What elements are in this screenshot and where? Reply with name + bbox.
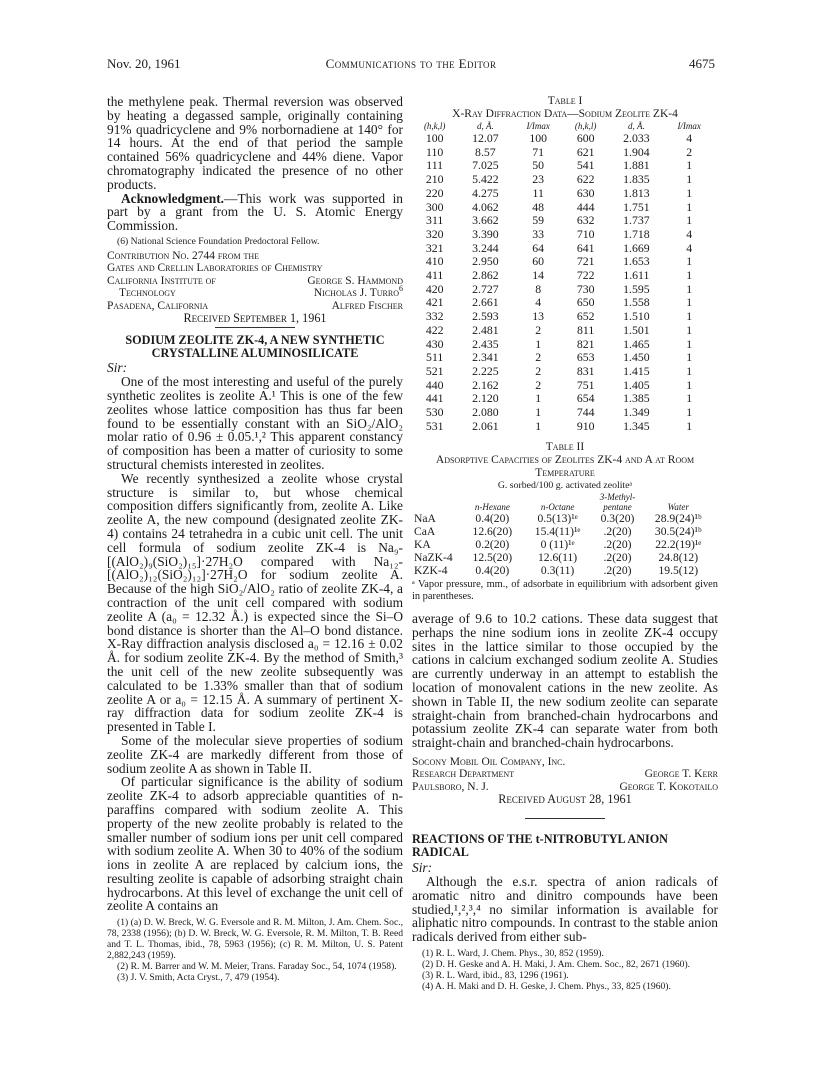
table-cell: 0.3(11)	[540, 564, 575, 578]
table-cell: 411	[426, 268, 444, 283]
table-row	[414, 538, 714, 551]
paragraph-1: One of the most interesting and useful of the purely synthetic zeolites is zeolite A.¹ This is one of the few zeolites whose lattice composition has thus far been found to be essentially constant with an SiO₂/AlO₂ molar ratio of 0.96 ± 0.05.¹,² This apparent constancy of composition has been a matter of curiosity to some structural chemists interested in zeolites.	[107, 374, 403, 472]
table-cell: 1.751	[623, 199, 650, 214]
paragraph-4: Of particular significance is the ability of sodium zeolite ZK-4 to adsorb appreciable quantities of n-paraffins compared with sodium zeolite A. This property of the new zeolite probably is related to the smaller number of sodium ions per unit cell compared with sodium zeolite A. When 30 to 40% of the sodium ions in zeolite A are replaced by calcium ions, the resulting zeolite is capable of adsorbing straight chain hydrocarbons. At this level of exchange the unit cell of zeolite A contains an	[107, 774, 403, 914]
footnotes-right	[412, 948, 718, 992]
table-cell: 531	[425, 418, 444, 433]
table-cell: 1.881	[623, 158, 650, 173]
table-cell: 2.593	[472, 309, 499, 324]
table-cell: 1.813	[623, 185, 650, 200]
table-cell: 410	[425, 254, 444, 269]
table-cell: 24.8(12)	[658, 551, 699, 565]
table-cell: 1	[686, 158, 693, 173]
table-cell: 100	[529, 131, 548, 145]
table-cell: 311	[426, 213, 444, 228]
table-cell: 1.385	[623, 391, 650, 406]
table-cell: 1.450	[623, 350, 650, 365]
table-cell: 2	[686, 144, 693, 159]
table-cell: 2.225	[472, 363, 499, 378]
footnote-r2: (2) D. H. Geske and A. H. Maki, J. Am. Chem. Soc., 82, 2671 (1960).	[422, 959, 691, 971]
table-cell: 4	[535, 295, 542, 310]
table-row	[412, 283, 714, 297]
table-cell: .2(20)	[603, 564, 632, 578]
table-cell: 14	[532, 268, 545, 283]
table-cell: 1	[686, 391, 693, 406]
table-cell: 1.510	[623, 309, 650, 324]
table-row	[412, 173, 714, 187]
table-cell: 541	[576, 158, 595, 173]
table-cell: 511	[426, 350, 444, 365]
table-cell: 8.57	[475, 144, 496, 159]
table-cell: 321	[425, 240, 444, 255]
table-cell: 530	[425, 405, 444, 420]
table-row	[414, 551, 714, 564]
table-2-note: ᵃ Vapor pressure, mm., of adsorbate in equilibrium with adsorbent given in parentheses.	[412, 579, 718, 603]
table-row	[412, 324, 714, 338]
table-cell: 332	[425, 309, 444, 324]
table-cell: 1	[686, 199, 693, 214]
author-fischer: Alfred Fischer	[331, 299, 403, 312]
table-cell: 13	[532, 309, 545, 324]
table-row	[412, 146, 714, 160]
table-cell: 1	[686, 172, 693, 187]
table-row	[412, 187, 714, 201]
table-cell: 1.653	[623, 254, 650, 269]
table-row	[412, 255, 714, 269]
running-header	[107, 56, 715, 76]
table-cell: 8	[535, 281, 542, 296]
table-cell: 71	[532, 144, 545, 159]
table-cell: 441	[425, 391, 444, 406]
table-2-caption: Adsorptive Capacities of Zeolites ZK-4 and A at Room Temperature	[435, 454, 695, 480]
table-cell: KA	[414, 538, 431, 552]
table-cell: 2.061	[472, 418, 499, 433]
table-cell: 22.2(19)¹ᵉ	[655, 538, 702, 552]
institution-line-2: Technology	[119, 287, 176, 300]
acknowledgment-label: Acknowledgment.	[121, 190, 225, 206]
table-cell: 48	[532, 199, 545, 214]
table-cell: 1	[686, 418, 693, 433]
table-row	[414, 564, 714, 577]
salutation-2: Sir:	[412, 860, 433, 876]
table-cell: 440	[425, 377, 444, 392]
acknowledgment-text: —This work was supported in part by a grant from the U. S. Atomic Energy Commission.	[107, 190, 403, 234]
table-cell: 100	[425, 131, 444, 145]
table-cell: 64	[532, 240, 545, 255]
table-cell: 420	[425, 281, 444, 296]
table-row	[412, 351, 714, 365]
table-1	[412, 121, 714, 433]
table-cell: KZK-4	[414, 564, 448, 578]
table-cell: 744	[576, 405, 595, 420]
table-row	[412, 310, 714, 324]
table-cell: 521	[425, 363, 444, 378]
table-cell: 1	[686, 295, 693, 310]
table-cell: 652	[576, 309, 595, 324]
table-cell: 2	[535, 350, 542, 365]
table-row	[412, 269, 714, 283]
table-cell: 300	[425, 199, 444, 214]
table-row	[412, 132, 714, 146]
footnote-1: (1) (a) D. W. Breck, W. G. Eversole and R. M. Milton, J. Am. Chem. Soc., 78, 2338 (1956); (b) D. W. Breck, W. G. Eversole, R. M. Milton, T. B. Reed and T. L. Thomas, ibid., 78, 5963 (1956); (c) R. M. Milton, U. S. Patent 2,882,243 (1959).	[107, 917, 403, 962]
table-cell: 2.341	[472, 350, 499, 365]
table-row	[414, 512, 714, 525]
paragraph-2: We recently synthesized a zeolite whose crystal structure is similar to, but whose chemical composition differs significantly from, zeolite A. Like zeolite A, the new compound (designated zeolite ZK-4) contains 24 tetrahedra in a cubic unit cell. The unit cell formula of sodium zeolite ZK-4 is Na₉-[(AlO₂)₉(SiO₂)₁₅]·27H₂O compared with Na₁₂-[(AlO₂)₁₂(SiO₂)₁₂]·27H₂O for sodium zeolite A. Because of the high SiO₂/AlO₂ ratio of zeolite ZK-4, a contraction of the unit cell compared with sodium zeolite A (a₀ = 12.32 Å.) is expected since the Si–O bond distance is shorter than the Al–O bond distance. X-Ray diffraction analysis disclosed a₀ = 12.16 ± 0.02 Å. for sodium zeolite ZK-4. By the method of Smith,³ the unit cell of the new zeolite subsequently was calculated to be 1.33% smaller than that of sodium zeolite A or a₀ = 12.15 Å. A summary of pertinent X-ray diffraction data for sodium zeolite ZK-4 is presented in Table I.	[107, 470, 403, 735]
table-cell: 710	[576, 226, 595, 241]
table-cell: 1	[686, 377, 693, 392]
table-cell: 650	[576, 295, 595, 310]
table-cell: 320	[425, 226, 444, 241]
table-2-subcaption: G. sorbed/100 g. activated zeoliteᵃ	[497, 480, 633, 492]
table-cell: 422	[425, 322, 444, 337]
table-cell: 11	[532, 185, 544, 200]
table-row	[412, 159, 714, 173]
table-cell: 2.162	[472, 377, 499, 392]
table-cell: 1.718	[623, 226, 650, 241]
affiliation-block	[107, 250, 403, 324]
table-cell: 1.611	[623, 268, 650, 283]
table-cell: 0.4(20)	[475, 512, 510, 526]
header-section: Communications to the Editor	[325, 56, 497, 71]
article-title-2: REACTIONS OF THE t-NITROBUTYL ANION RADICAL	[412, 831, 668, 860]
table-cell: .2(20)	[603, 551, 632, 565]
table-cell: 1.415	[623, 363, 650, 378]
right-column	[412, 95, 718, 992]
department-name: Research Department	[412, 768, 515, 781]
table-cell: 59	[532, 213, 545, 228]
table-cell: 1.345	[623, 418, 650, 433]
article-title: SODIUM ZEOLITE ZK-4, A NEW SYNTHETIC CRYSTALLINE ALUMINOSILICATE	[125, 333, 385, 361]
paragraph-continued: the methylene peak. Thermal reversion was observed by heating a degassed sample, originally containing 91% quadricyclene and 9% norbornadiene at 140° for 14 hours. At the end of that period the sample contained 56% quadricyclene and 44% diene. Vapor chromatography indicated the presence of no other products.	[107, 94, 403, 192]
section-divider-2	[525, 818, 605, 819]
table-cell: 12.5(20)	[472, 551, 513, 565]
table-1-body	[412, 132, 714, 433]
table-cell: 1.501	[623, 322, 650, 337]
table-cell: 12.6(11)	[537, 551, 578, 565]
table-cell: 1	[686, 185, 693, 200]
table-row	[412, 420, 714, 434]
paragraph-right-last: Although the e.s.r. spectra of anion radicals of aromatic nitro and dinitro compounds have been studied,¹,²,³,⁴ no similar information is available for aliphatic nitro compounds. In contrast to the stable anion radicals derived from either sub-	[412, 874, 718, 945]
table-row	[414, 525, 714, 538]
table-cell: 4	[686, 240, 693, 255]
table-1-caption: X-Ray Diffraction Data—Sodium Zeolite ZK-4	[452, 108, 678, 120]
footnote-2: (2) R. M. Barrer and W. M. Meier, Trans. Faraday Soc., 54, 1074 (1958).	[117, 961, 397, 973]
table-cell: 15.4(11)¹ᵉ	[534, 525, 581, 539]
page-number: 4675	[689, 56, 715, 71]
column-header: d, Å.	[477, 121, 494, 131]
company-block	[412, 756, 718, 806]
left-column	[107, 95, 403, 983]
column-header: (h,k,l)	[574, 121, 597, 131]
column-header	[414, 492, 462, 512]
table-cell: 4	[686, 226, 693, 241]
table-cell: 1	[686, 363, 693, 378]
table-cell: 30.5(24)¹ᵇ	[654, 525, 702, 539]
footnote-r4: (4) A. H. Maki and D. H. Geske, J. Chem. Phys., 33, 825 (1960).	[422, 981, 671, 993]
table-cell: 5.422	[472, 172, 499, 187]
table-cell: .2(20)	[603, 538, 632, 552]
table-cell: 1.558	[623, 295, 650, 310]
author-turro: Nicholas J. Turro$^6$	[313, 284, 403, 300]
table-2-body	[414, 512, 714, 577]
table-cell: 2.727	[472, 281, 499, 296]
table-cell: 1	[686, 405, 693, 420]
table-cell: 1.835	[623, 172, 650, 187]
table-header-row	[412, 121, 714, 132]
table-cell: 2.033	[623, 131, 650, 145]
acknowledgment	[107, 192, 403, 233]
table-cell: 1	[686, 254, 693, 269]
table-cell: 2.862	[472, 268, 499, 283]
table-cell: 421	[425, 295, 444, 310]
column-header: d, Å.	[627, 121, 645, 131]
table-cell: 730	[576, 281, 595, 296]
table-cell: 210	[425, 172, 444, 187]
table-cell: 4.062	[472, 199, 499, 214]
table-cell: .2(20)	[603, 525, 632, 539]
table-row	[412, 406, 714, 420]
table-cell: 2	[535, 322, 542, 337]
table-cell: 721	[576, 254, 595, 269]
table-2-label: Table II	[545, 441, 585, 454]
table-cell: 12.6(20)	[472, 525, 513, 539]
table-cell: 722	[576, 268, 595, 283]
table-cell: 28.9(24)¹ᵇ	[654, 512, 702, 526]
table-cell: 910	[576, 418, 595, 433]
table-cell: 2.661	[472, 295, 499, 310]
table-cell: 1.737	[623, 213, 650, 228]
column-header: (h,k,l)	[423, 121, 446, 131]
table-cell: 641	[576, 240, 595, 255]
table-cell: 2.080	[472, 405, 499, 420]
table-cell: 1	[686, 322, 693, 337]
table-cell: NaZK-4	[414, 551, 453, 565]
table-cell: 1.349	[623, 405, 650, 420]
column-header: n-Hexane	[474, 502, 510, 513]
table-cell: 4.275	[472, 185, 499, 200]
footnote-r1: (1) R. L. Ward, J. Chem. Phys., 30, 852 (1959).	[422, 948, 604, 960]
table-cell: 0.2(20)	[475, 538, 510, 552]
table-cell: 33	[532, 226, 545, 241]
author-hammond: George S. Hammond	[307, 274, 403, 287]
paragraph-continued-right: average of 9.6 to 10.2 cations. These data suggest that perhaps the nine sodium ions in zeolite ZK-4 occupy sites in the lattice similar to those occupied by the cations in calcium exchanged sodium zeolite A. Studies are currently underway in an attempt to establish the location of monovalent cations in the new zeolite. As shown in Table II, the new sodium zeolite can separate straight-chain from branched-chain hydrocarbons and potassium zeolite ZK-4 can separate water from both straight-chain and branched-chain hydrocarbons.	[412, 611, 718, 751]
company-name: Socony Mobil Oil Company, Inc.	[412, 756, 566, 769]
table-cell: 2.481	[472, 322, 499, 337]
table-row	[412, 228, 714, 242]
table-cell: 110	[426, 144, 444, 159]
table-cell: 1.669	[623, 240, 650, 255]
table-cell: 811	[577, 322, 595, 337]
header-date: Nov. 20, 1961	[107, 56, 181, 71]
received-date: Received September 1, 1961	[183, 311, 327, 325]
table-cell: 0 (11)¹ᵉ	[540, 538, 575, 552]
table-cell: 23	[532, 172, 545, 187]
table-cell: 1	[535, 405, 542, 420]
table-cell: 600	[576, 131, 595, 145]
column-header: Water	[667, 502, 689, 513]
table-cell: 0.4(20)	[475, 564, 510, 578]
table-cell: 60	[532, 254, 545, 269]
table-cell: 430	[425, 336, 444, 351]
table-cell: 1	[686, 281, 693, 296]
table-cell: 444	[576, 199, 595, 214]
table-row	[412, 296, 714, 310]
table-cell: 0.3(20)	[600, 512, 635, 526]
table-cell: 19.5(12)	[658, 564, 699, 578]
table-cell: 1.465	[623, 336, 650, 351]
table-cell: 3.390	[472, 226, 499, 241]
table-row	[412, 379, 714, 393]
column-header: I/Imax	[526, 121, 550, 131]
table-cell: 2	[535, 363, 542, 378]
table-cell: 0.5(13)¹ᵉ	[537, 512, 578, 526]
table-cell: 1.405	[623, 377, 650, 392]
table-cell: 632	[576, 213, 595, 228]
company-city: Paulsboro, N. J.	[412, 780, 489, 793]
table-cell: 2.435	[472, 336, 499, 351]
received-date-2: Received August 28, 1961	[498, 792, 632, 807]
table-row	[412, 201, 714, 215]
table-2	[414, 492, 714, 577]
contribution-number: Contribution No. 2744 from the	[107, 249, 260, 262]
table-cell: 621	[576, 144, 595, 159]
salutation: Sir:	[107, 360, 128, 376]
table-cell: 12.07	[472, 131, 499, 145]
table-row	[412, 392, 714, 406]
table-cell: 1.595	[623, 281, 650, 296]
table-cell: 654	[576, 391, 595, 406]
table-cell: 1	[535, 336, 542, 351]
column-header: 3-Methyl-pentane	[599, 492, 636, 513]
table-cell: NaA	[414, 512, 436, 526]
table-cell: 622	[576, 172, 595, 187]
table-row	[412, 214, 714, 228]
table-row	[412, 365, 714, 379]
table-cell: 1.904	[623, 144, 650, 159]
table-cell: 4	[686, 131, 693, 145]
footnote-r3: (3) R. L. Ward, ibid., 83, 1296 (1961).	[422, 970, 569, 982]
table-cell: 50	[532, 158, 545, 173]
table-row	[412, 338, 714, 352]
table-cell: 2	[535, 377, 542, 392]
footnote-6: (6) National Science Foundation Predoctoral Fellow.	[117, 235, 320, 247]
table-cell: 3.244	[472, 240, 499, 255]
author-kerr: George T. Kerr	[644, 768, 718, 781]
institution-line-1: California Institute of	[107, 274, 216, 287]
table-cell: 1	[686, 213, 693, 228]
table-cell: 751	[576, 377, 595, 392]
section-divider	[215, 327, 295, 328]
table-cell: 3.662	[472, 213, 499, 228]
table-cell: 1	[535, 391, 542, 406]
paragraph-3: Some of the molecular sieve properties of sodium zeolite ZK-4 are markedly different from those of sodium zeolite A as shown in Table II.	[107, 732, 403, 776]
laboratory-name: Gates and Crellin Laboratories of Chemistry	[107, 262, 323, 275]
table-cell: 1	[686, 350, 693, 365]
table-cell: 2.950	[472, 254, 499, 269]
table-cell: 821	[576, 336, 595, 351]
table-cell: 1	[535, 418, 542, 433]
column-header: n-Octane	[540, 502, 575, 513]
table-cell: 7.025	[472, 158, 499, 173]
table-cell: 831	[576, 363, 595, 378]
table-cell: 630	[576, 185, 595, 200]
table-cell: 2.120	[472, 391, 499, 406]
table-header-row	[414, 492, 714, 512]
city-line: Pasadena, California	[107, 299, 209, 312]
table-cell: 653	[576, 350, 595, 365]
table-cell: 1	[686, 309, 693, 324]
table-cell: 1	[686, 268, 693, 283]
table-cell: CaA	[414, 525, 436, 539]
table-row	[412, 242, 714, 256]
footnotes	[107, 917, 403, 983]
table-cell: 1	[686, 336, 693, 351]
table-cell: 111	[426, 158, 444, 173]
author-kokotailo: George T. Kokotailo	[619, 780, 718, 793]
table-1-label: Table I	[547, 95, 583, 107]
column-header: I/Imax	[677, 121, 701, 131]
table-cell: 220	[425, 185, 444, 200]
footnote-3: (3) J. V. Smith, Acta Cryst., 7, 479 (1954).	[117, 972, 280, 984]
